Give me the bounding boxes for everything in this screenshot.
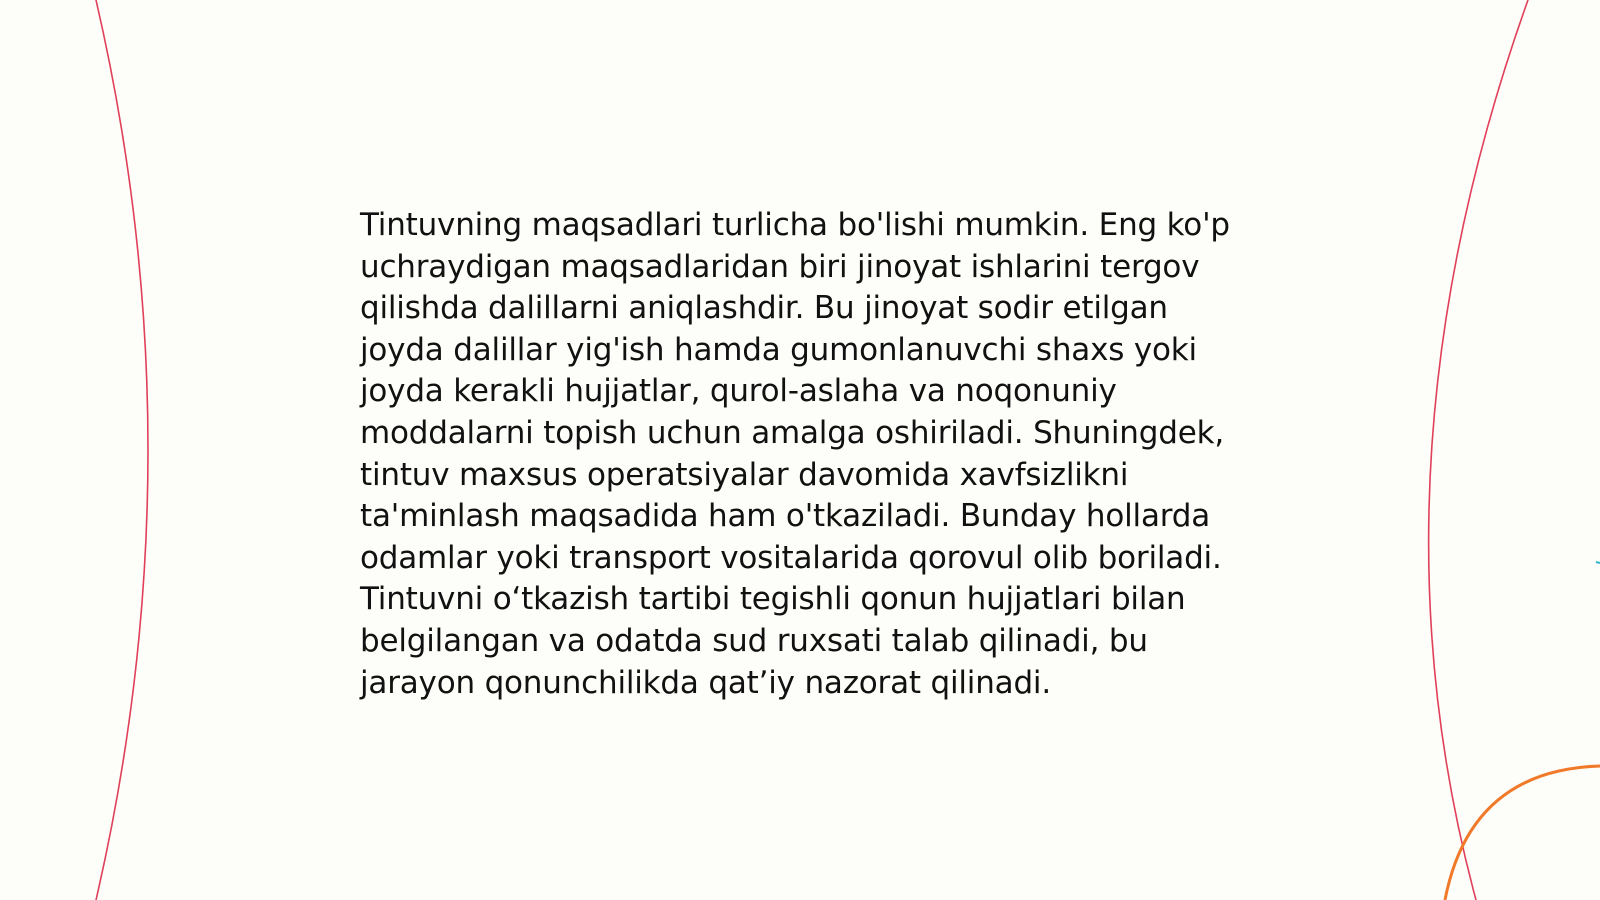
right-arc-line bbox=[1429, 0, 1528, 900]
body-paragraph: Tintuvning maqsadlari turlicha bo'lishi mumkin. Eng ko'p uchraydigan maqsadlaridan biri jinoyat ishlarini tergov qilishda dalillarni aniqlashdir. Bu jinoyat sodir etilgan joyda dalillar yig'ish hamda gumonlanuvchi shaxs yoki joyda kerakli hujjatlar, qurol-aslaha va noqonuniy moddalarni topish uchun amalga oshiriladi. Shuningdek, tintuv maxsus operatsiyalar davomida xavfsizlikni ta'minlash maqsadida ham o'tkaziladi. Bunday hollarda odamlar yoki transport vositalarida qorovul olib boriladi. Tintuvni o‘tkazish tartibi tegishli qonun hujjatlari bilan belgilangan va odatda sud ruxsati talab qilinadi, bu jarayon qonunchilikda qat’iy nazorat qilinadi. bbox=[360, 207, 1230, 701]
left-arc-line bbox=[96, 0, 148, 900]
orange-corner-arc bbox=[1445, 766, 1600, 900]
teal-edge-mark bbox=[1596, 562, 1600, 563]
